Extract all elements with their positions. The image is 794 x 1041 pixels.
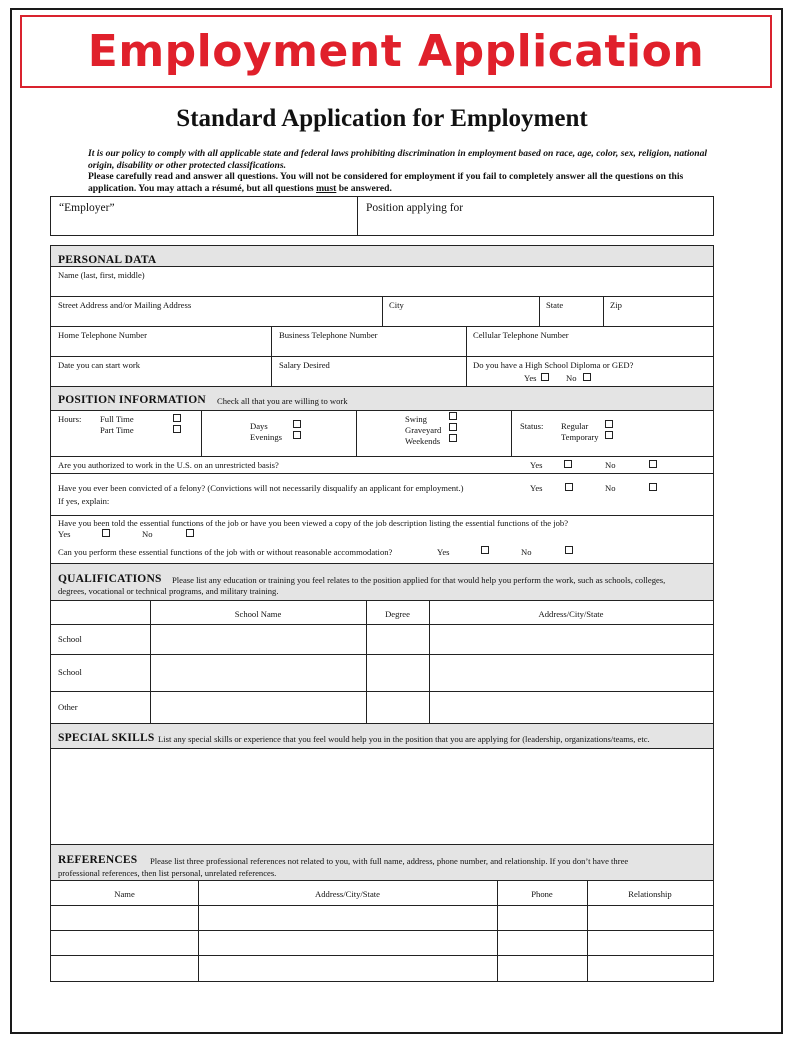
divider [366,692,367,723]
felony-row [51,474,713,516]
hours-row [51,411,713,457]
qualifications-heading: QUALIFICATIONS [58,573,162,585]
policy-line-1: It is our policy to comply with all applicable state and federal laws prohibiting discrimination in employment based on race, age, color, sex, religion, national origin, disability or other protected classifications. [88,148,708,171]
name-label: Name (last, first, middle) [58,270,145,280]
felony-no-checkbox[interactable] [649,483,657,491]
special-skills-area[interactable] [51,749,713,845]
cell-phone-label: Cellular Telephone Number [473,330,569,340]
table-row[interactable] [51,625,713,655]
divider [466,357,467,386]
full-time-checkbox[interactable] [173,414,181,422]
perform-question: Can you perform these essential functions of the job with or without reasonable accommodation? [58,547,393,557]
authorized-question: Are you authorized to work in the U.S. on an unrestricted basis? [58,460,279,470]
days-label: Days [250,421,268,431]
authorized-yes-label: Yes [530,460,543,470]
divider [201,411,202,456]
personal-data-header [51,246,713,267]
divider [150,692,151,723]
references-heading: REFERENCES [58,854,138,866]
divider [198,931,199,955]
qualifications-note-b: degrees, vocational or technical programs, and military training. [58,586,279,596]
divider [356,411,357,456]
divider [587,931,588,955]
references-note-b: professional references, then list personal, unrelated references. [58,868,277,878]
start-date-label: Date you can start work [58,360,141,370]
divider [497,931,498,955]
degree-header: Degree [385,609,410,619]
divider [150,655,151,691]
divider [603,297,604,326]
references-note-a: Please list three professional references not related to you, with full name, address, phone number, and relationship. If you don’t have three [150,856,629,866]
divider [366,625,367,654]
felony-explain-label: If yes, explain: [58,496,110,506]
must-emphasis: must [316,182,337,194]
divider [511,411,512,456]
street-label: Street Address and/or Mailing Address [58,300,192,310]
authorized-yes-checkbox[interactable] [564,460,572,468]
diploma-no-label: No [566,373,577,383]
felony-question: Have you ever been convicted of a felony? (Convictions will not necessarily disqualify an applicant for employment.) [58,483,464,493]
qualifications-column-headers [51,601,713,625]
state-label: State [546,300,564,310]
hours-label: Hours: [58,414,82,424]
employer-field[interactable]: “Employer” [51,197,358,235]
essential-functions-row [51,516,713,564]
ref-name-header: Name [114,889,135,899]
business-phone-label: Business Telephone Number [279,330,378,340]
phone-row [51,327,713,357]
divider [587,906,588,930]
school-name-header: School Name [234,609,282,619]
essential-yes-label: Yes [58,529,71,539]
essential-yes-checkbox[interactable] [102,529,110,537]
home-phone-label: Home Telephone Number [58,330,147,340]
graveyard-checkbox[interactable] [449,423,457,431]
diploma-question: Do you have a High School Diploma or GED? [473,360,634,370]
temporary-checkbox[interactable] [605,431,613,439]
felony-no-label: No [605,483,616,493]
employer-position-box [50,196,714,236]
header-banner [20,15,772,88]
table-row[interactable] [51,906,713,931]
table-row[interactable] [51,931,713,956]
divider [366,655,367,691]
regular-label: Regular [561,421,589,431]
status-label: Status: [520,421,544,431]
diploma-no-checkbox[interactable] [583,373,591,381]
perform-no-label: No [521,547,532,557]
divider [150,625,151,654]
table-row[interactable] [51,655,713,692]
zip-label: Zip [610,300,622,310]
diploma-yes-label: Yes [524,373,537,383]
perform-yes-checkbox[interactable] [481,546,489,554]
divider [198,906,199,930]
weekends-checkbox[interactable] [449,434,457,442]
divider [198,956,199,981]
references-column-headers [51,881,713,906]
qualifications-header [51,564,713,601]
position-applying-field[interactable]: Position applying for [366,202,464,214]
table-row[interactable] [51,956,713,981]
name-row[interactable] [51,267,713,297]
application-form [50,245,714,982]
graveyard-label: Graveyard [405,425,442,435]
policy-line-2: Please carefully read and answer all questions. You will not be considered for employment if you fail to completely answer all the questions on this application. You may attach a résumé, but all questions must be answered. [88,171,684,194]
divider [587,956,588,981]
temporary-label: Temporary [561,432,599,442]
felony-yes-checkbox[interactable] [565,483,573,491]
school-row-label: School [58,634,82,644]
perform-no-checkbox[interactable] [565,546,573,554]
divider [382,297,383,326]
table-row[interactable] [51,692,713,724]
perform-yes-label: Yes [437,547,450,557]
divider [497,956,498,981]
regular-checkbox[interactable] [605,420,613,428]
ref-relationship-header: Relationship [628,889,672,899]
special-skills-note: List any special skills or experience that you feel would help you in the position that you are applying for (leadership, organizations/teams, etc. [158,734,650,744]
references-header [51,845,713,881]
divider [497,906,498,930]
authorized-row [51,457,713,474]
swing-label: Swing [405,414,427,424]
ref-address-header: Address/City/State [315,889,380,899]
salary-label: Salary Desired [279,360,330,370]
special-skills-heading: SPECIAL SKILLS [58,732,155,744]
divider [429,625,430,654]
authorized-no-label: No [605,460,616,470]
divider [539,297,540,326]
days-checkbox[interactable] [293,420,301,428]
qualifications-note-a: Please list any education or training you feel relates to the position applied for that would help you perform the work, such as schools, colleges, [172,575,666,585]
authorized-no-checkbox[interactable] [649,460,657,468]
banner-title: Employment Application [87,26,705,77]
ref-phone-header: Phone [531,889,553,899]
part-time-checkbox[interactable] [173,425,181,433]
divider [466,327,467,356]
position-info-header [51,387,713,411]
school-row-label: School [58,667,82,677]
divider [429,655,430,691]
position-info-note: Check all that you are willing to work [217,396,348,406]
full-time-label: Full Time [100,414,134,424]
essential-question: Have you been told the essential functions of the job or have you been viewed a copy of the job description listing the essential functions of the job? [58,518,569,528]
evenings-checkbox[interactable] [293,431,301,439]
form-subtitle: Standard Application for Employment [176,105,588,132]
personal-data-heading: PERSONAL DATA [58,254,157,266]
essential-no-checkbox[interactable] [186,529,194,537]
divider [429,692,430,723]
special-skills-header [51,724,713,749]
essential-no-label: No [142,529,153,539]
other-row-label: Other [58,702,78,712]
start-salary-row [51,357,713,387]
city-label: City [389,300,404,310]
part-time-label: Part Time [100,425,134,435]
evenings-label: Evenings [250,432,282,442]
felony-yes-label: Yes [530,483,543,493]
address-row [51,297,713,327]
position-info-heading: POSITION INFORMATION [58,394,206,406]
divider [271,357,272,386]
policy-statement [46,148,714,194]
divider [271,327,272,356]
address-header: Address/City/State [538,609,604,619]
diploma-yes-checkbox[interactable] [541,373,549,381]
weekends-label: Weekends [405,436,441,446]
swing-checkbox[interactable] [449,412,457,420]
